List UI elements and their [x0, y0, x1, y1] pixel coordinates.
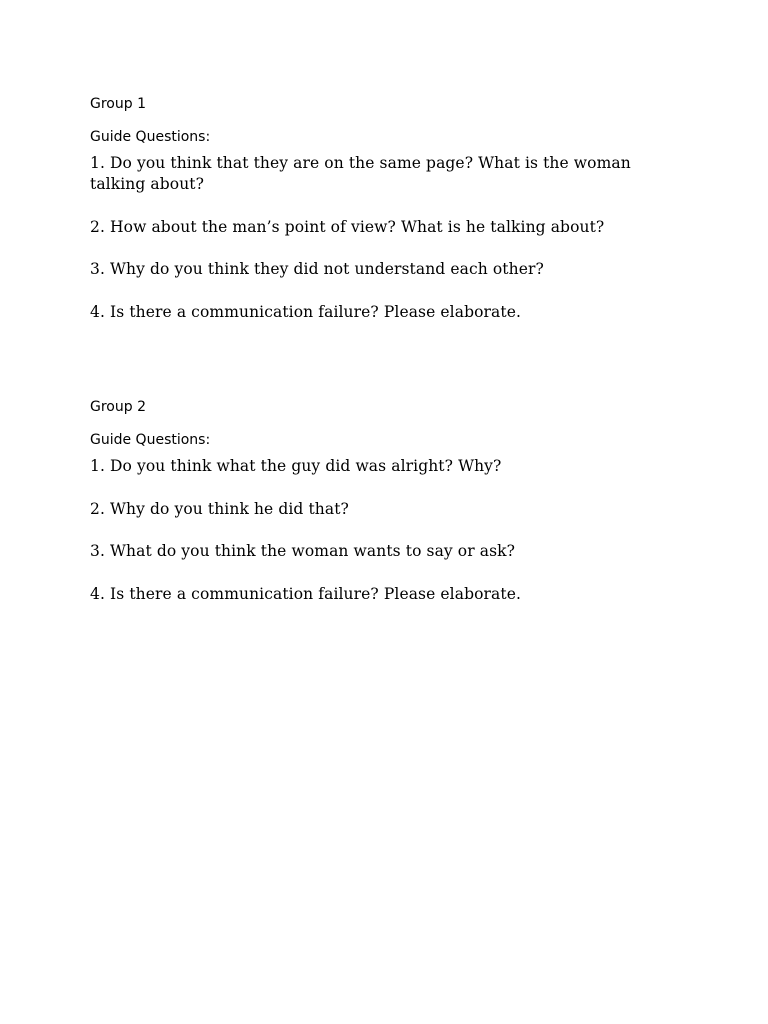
- question-item: 4. Is there a communication failure? Please elaborate.: [90, 584, 522, 603]
- group-title: Group 2: [90, 399, 146, 415]
- guide-questions-label: Guide Questions:: [90, 129, 211, 145]
- group-1-section: [90, 94, 690, 344]
- question-item: 2. Why do you think he did that?: [90, 499, 349, 518]
- group-title: Group 1: [90, 96, 146, 112]
- question-item: 1. Do you think that they are on the same page? What is the woman talking about?: [90, 154, 631, 193]
- question-list: [90, 153, 690, 323]
- group-2-section: [90, 397, 690, 626]
- question-item: 2. How about the man’s point of view? What is he talking about?: [90, 217, 605, 236]
- question-item: 3. What do you think the woman wants to say or ask?: [90, 542, 516, 560]
- question-list: [90, 456, 690, 605]
- question-item: 4. Is there a communication failure? Please elaborate.: [90, 302, 522, 321]
- question-item: 1. Do you think what the guy did was alright? Why?: [90, 457, 502, 475]
- question-item: 3. Why do you think they did not understand each other?: [90, 260, 544, 278]
- guide-questions-label: Guide Questions:: [90, 432, 211, 448]
